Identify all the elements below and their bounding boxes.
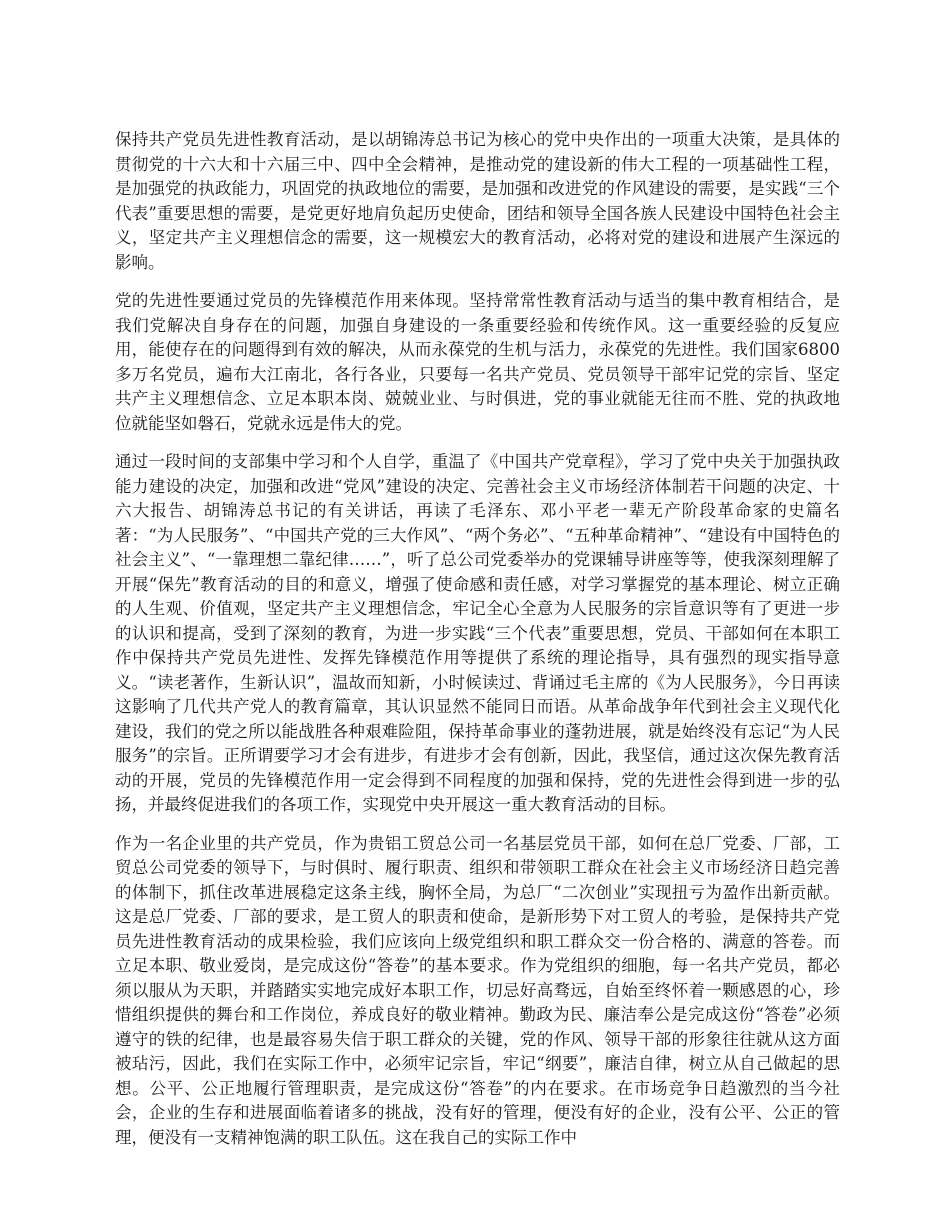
paragraph-1: 保持共产党员先进性教育活动，是以胡锦涛总书记为核心的党中央作出的一项重大决策，是具体的贯彻党的十六大和十六届三中、四中全会精神，是推动党的建设新的伟大工程的一项基础性工程，是加强党的执政能力，巩固党的执政地位的需要，是加强和改进党的作风建设的需要，是实践“三个代表”重要思想的需要，是党更好地肩负起历史使命，团结和领导全国各族人民建设中国特色社会主义，坚定共产主义理想信念的需要，这一规模宏大的教育活动，必将对党的建设和进展产生深远的影响。 [115,130,840,272]
paragraph-3: 通过一段时间的支部集中学习和个人自学，重温了《中国共产党章程》，学习了党中央关于加强执政能力建设的决定，加强和改进“党风”建设的决定、完善社会主义市场经济体制若干问题的决定、十六大报告、胡锦涛总书记的有关讲话，再读了毛泽东、邓小平老一辈无产阶段革命家的史篇名著：“为人民服务”、“中国共产党的三大作风”、“两个务必”、“五种革命精神”、“建设有中国特色的社会主义”、“一靠理想二靠纪律……”，听了总公司党委举办的党课辅导讲座等等，使我深刻理解了开展“保先”教育活动的目的和意义，增强了使命感和责任感，对学习掌握党的基本理论、树立正确的人生观、价值观，坚定共产主义理想信念，牢记全心全意为人民服务的宗旨意识等有了更进一步的认识和提高，受到了深刻的教育，为进一步实践“三个代表”重要思想，党员、干部如何在本职工作中保持共产党员先进性、发挥先锋模范作用等提供了系统的理论指导，具有强烈的现实指导意义。“读老著作，生新认识”，温故而知新，小时候读过、背诵过毛主席的《为人民服务》，今日再读这影响了几代共产党人的教育篇章，其认识显然不能同日而语。从革命战争年代到社会主义现代化建设，我们的党之所以能战胜各种艰难险阻，保持革命事业的蓬勃进展，就是始终没有忘记“为人民服务”的宗旨。正所谓要学习才会有进步，有进步才会有创新，因此，我坚信，通过这次保先教育活动的开展，党员的先锋模范作用一定会得到不同程度的加强和保持，党的先进性会得到进一步的弘扬，并最终促进我们的各项工作，实现党中央开展这一重大教育活动的目标。 [115,452,840,814]
document-body [115,128,840,1164]
paragraph-2: 党的先进性要通过党员的先锋模范作用来体现。坚持常常性教育活动与适当的集中教育相结合，是我们党解决自身存在的问题，加强自身建设的一条重要经验和传统作风。这一重要经验的反复应用，能使存在的问题得到有效的解决，从而永葆党的生机与活力，永葆党的先进性。我们国家6800多万名党员，遍布大江南北，各行各业，只要每一名共产党员、党员领导干部牢记党的宗旨、坚定共产主义理想信念、立足本职本岗、兢兢业业、与时俱进，党的事业就能无往而不胜、党的执政地位就能坚如磐石，党就永远是伟大的党。 [115,291,840,433]
paragraph-4: 作为一名企业里的共产党员，作为贵铝工贸总公司一名基层党员干部，如何在总厂党委、厂部，工贸总公司党委的领导下，与时俱时、履行职责、组织和带领职工群众在社会主义市场经济日趋完善的体制下，抓住改革进展稳定这条主线，胸怀全局，为总厂“二次创业”实现扭亏为盈作出新贡献。这是总厂党委、厂部的要求，是工贸人的职责和使命，是新形势下对工贸人的考验，是保持共产党员先进性教育活动的成果检验，我们应该向上级党组织和职工群众交一份合格的、满意的答卷。而立足本职、敬业爱岗，是完成这份“答卷”的基本要求。作为党组织的细胞，每一名共产党员，都必须以服从为天职，并踏踏实实地完成好本职工作，切忌好高骛远，自始至终怀着一颗感恩的心，珍惜组织提供的舞台和工作岗位，养成良好的敬业精神。勤政为民、廉洁奉公是完成这份“答卷”必须遵守的铁的纪律，也是最容易失信于职工群众的关键，党的作风、领导干部的形象往往就从这方面被玷污，因此，我们在实际工作中，必须牢记宗旨，牢记“纲要”，廉洁自律，树立从自己做起的思想。公平、公正地履行管理职责，是完成这份“答卷”的内在要求。在市场竞争日趋激烈的当今社会，企业的生存和进展面临着诸多的挑战，没有好的管理，便没有好的企业，没有公平、公正的管理，便没有一支精神饱满的职工队伍。这在我自己的实际工作中 [115,833,840,1147]
